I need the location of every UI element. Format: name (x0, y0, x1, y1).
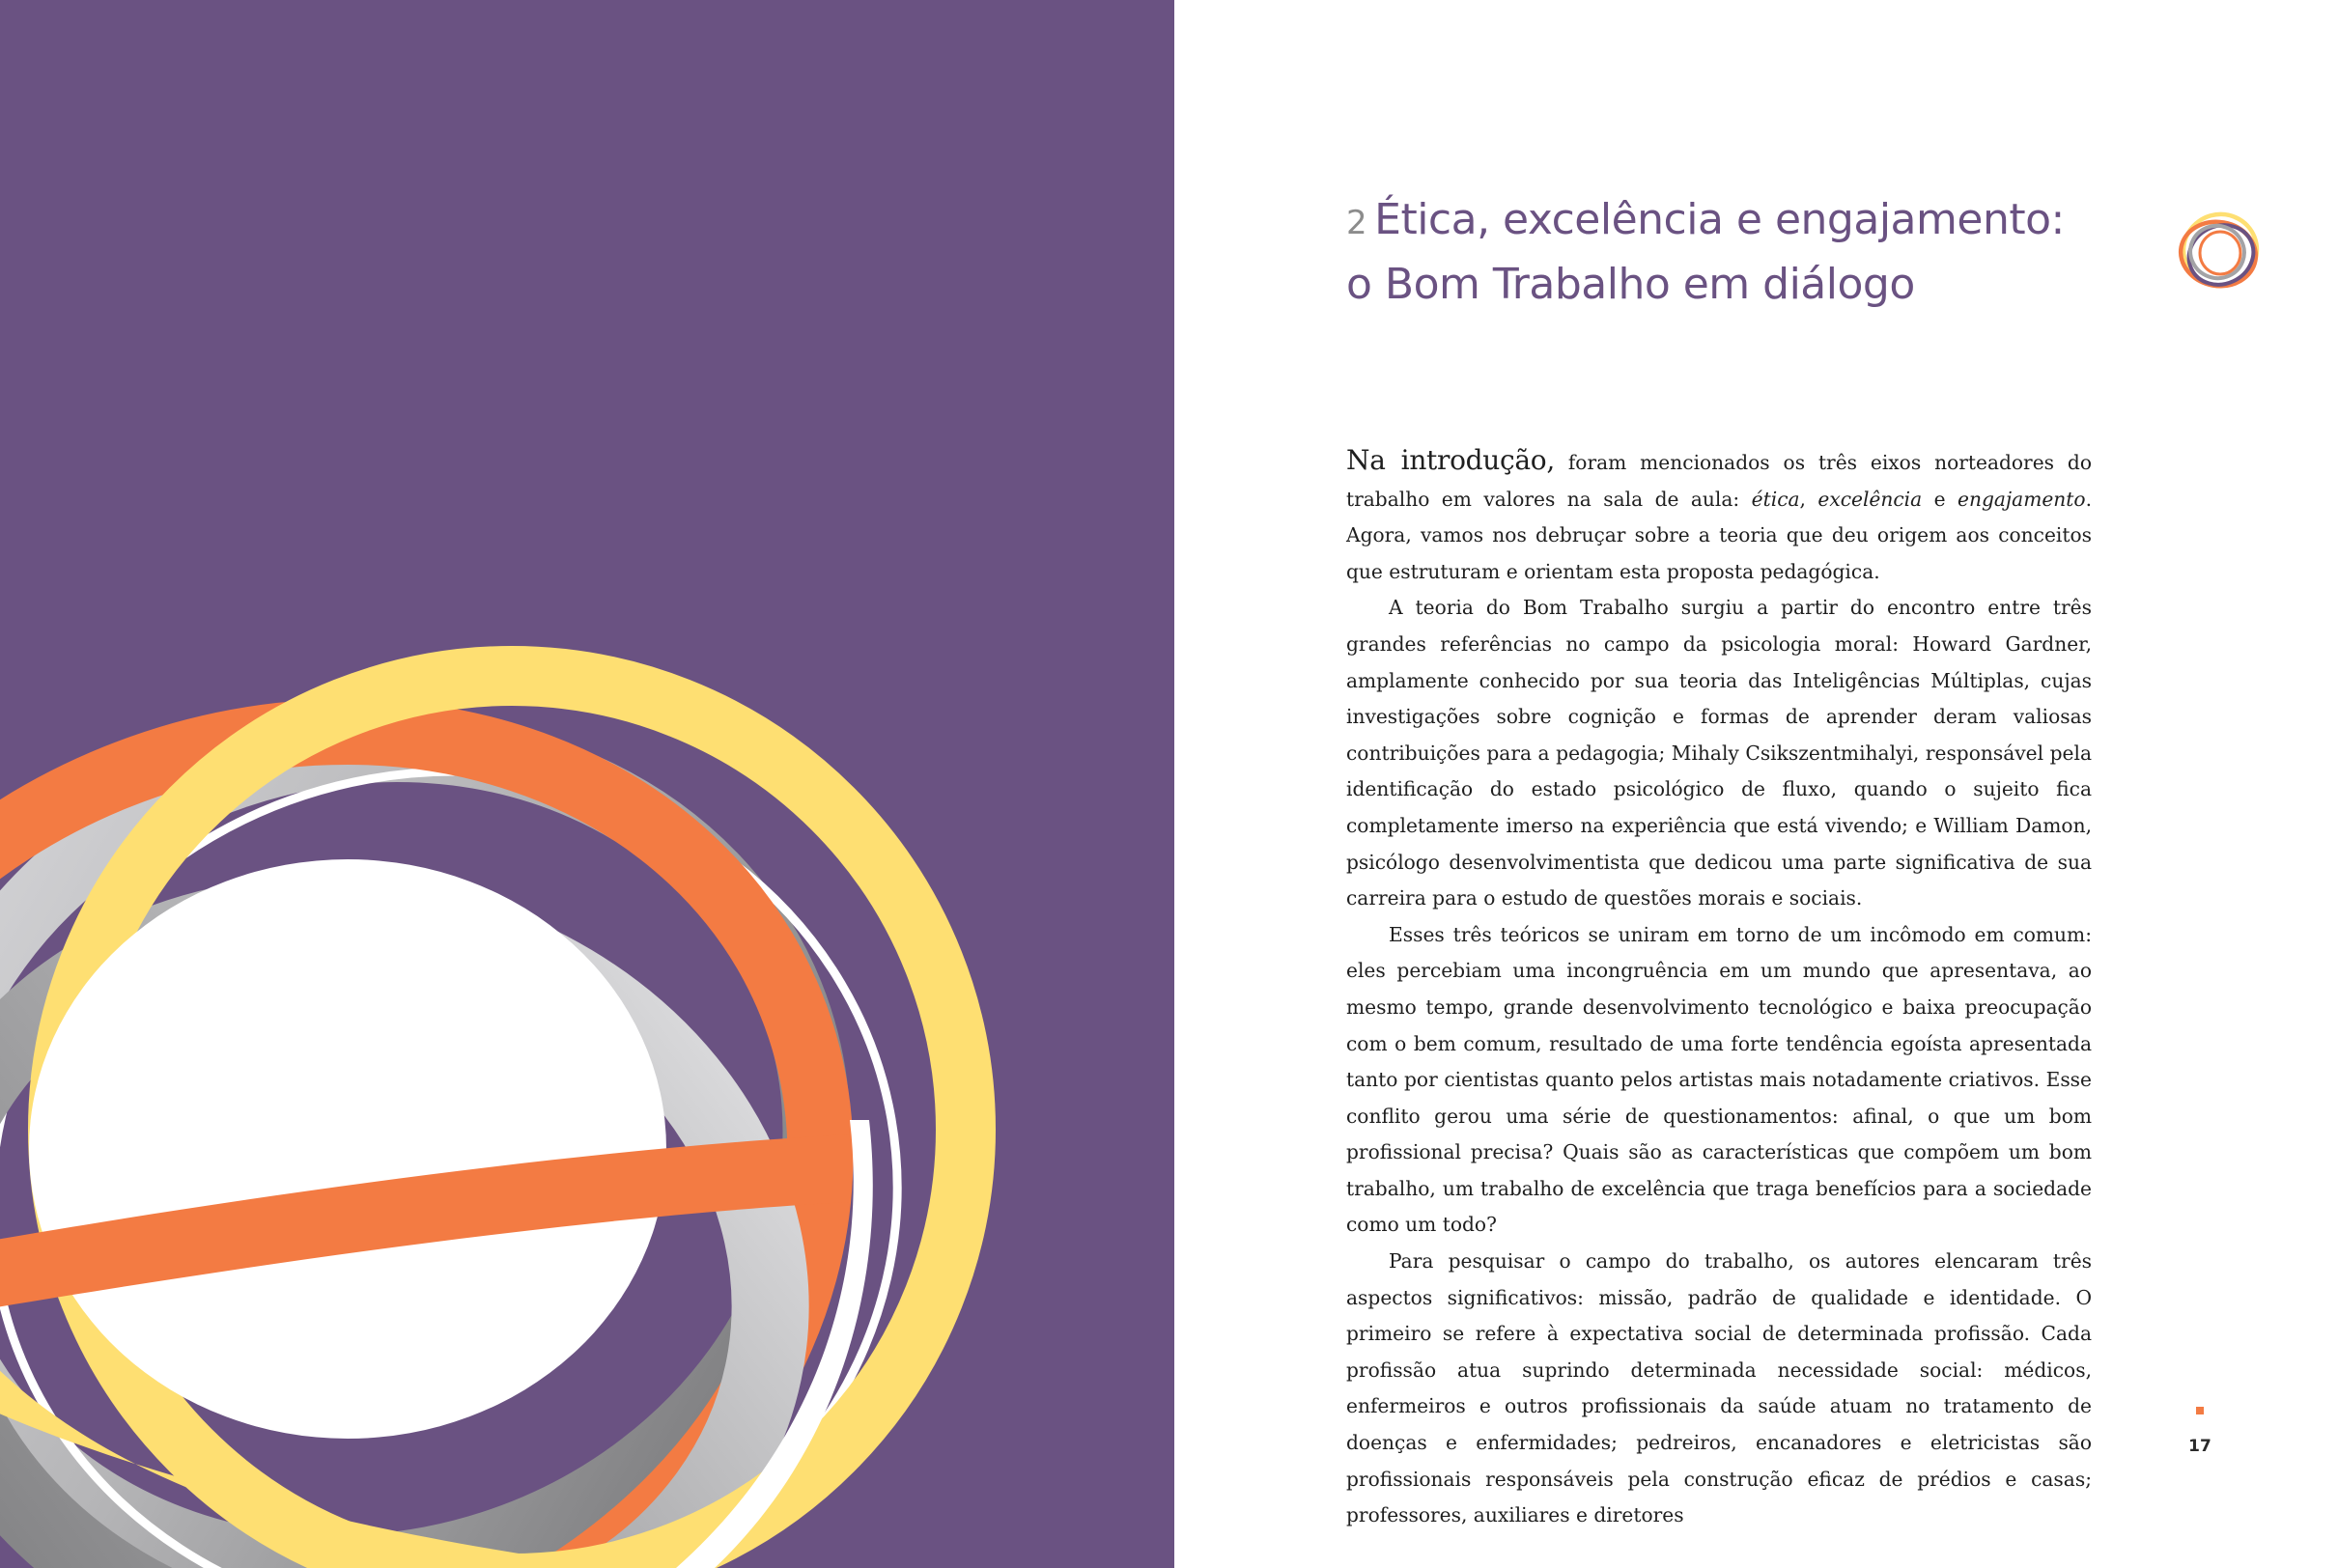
term-engajamento: engajamento (1958, 487, 2086, 511)
paragraph-1-text-a: foram mencionados os três eixos norteadores do trabalho em valores na sala de aula: (1346, 451, 2092, 511)
chapter-title-line-1 (1346, 189, 2080, 254)
right-page (1174, 0, 2338, 1568)
paragraph-1 (1346, 442, 2092, 590)
chapter-title-line-2: o Bom Trabalho em diálogo (1346, 260, 1915, 309)
orange-square-marker (2196, 1407, 2204, 1414)
term-excelencia: excelência (1817, 487, 1923, 511)
paragraph-2: A teoria do Bom Trabalho surgiu a partir do encontro entre três grandes referências no campo da psicologia moral: Howard Gardner, amplamente conhecido por sua teoria das Inteligências Múltiplas, cujas investigações sobre cognição e formas de aprender deram valiosas contribuições para a pedagogia; Mihaly Csikszentmihalyi, responsável pela identificação do estado psicológico de fluxo, quando o sujeito fica completamente imerso na experiência que está vivendo; e William Damon, psicólogo desenvolvimentista que dedicou uma parte significativa de sua carreira para o estudo de questões morais e sociais. (1346, 596, 2092, 910)
paragraph-1-text-b: . Agora, vamos nos debruçar sobre a teoria que deu origem aos conceitos que estruturam e orientam esta proposta pedagógica. (1346, 487, 2092, 583)
paragraph-3: Esses três teóricos se uniram em torno de um incômodo em comum: eles percebiam uma incongruência em um mundo que apresentava, ao mesmo tempo, grande desenvolvimento tecnológico e baixa preocupação com o bem comum, resultado de uma forte tendência egoísta apresentada tanto por cientistas quanto pelos artistas mais notadamente criativos. Esse conflito gerou uma série de questionamentos: afinal, o que um bom profissional precisa? Quais são as características que compõem um bom trabalho, um trabalho de excelência que traga benefícios para a sociedade como um todo? (1346, 922, 2092, 1237)
paragraph-1-sep-2: e (1922, 487, 1958, 511)
paragraph-4: Para pesquisar o campo do trabalho, os autores elencaram três aspectos significativos: missão, padrão de qualidade e identidade. O primeiro se refere à expectativa social de determinada profissão. Cada profissão atua suprindo determinada necessidade social: médicos, enfermeiros e outros profissionais da saúde atuam no tratamento de doenças e enfermidades; pedreiros, encanadores e eletricistas são profissionais responsáveis pela construção eficaz de prédios e casas; professores, auxiliares e diretores (1346, 1249, 2092, 1527)
lead-in: Na introdução, (1346, 444, 1555, 476)
body-text (1346, 442, 2092, 1534)
page-number: 17 (2188, 1437, 2211, 1456)
rings-logo-icon (2173, 207, 2266, 299)
paragraph-1-sep-1: , (1799, 487, 1818, 511)
chapter-number: 2 (1346, 204, 1367, 242)
chapter-title-text-1: Ética, excelência e engajamento: (1374, 195, 2065, 244)
term-etica: ética (1751, 487, 1800, 511)
white-center (29, 859, 666, 1439)
chapter-title (1346, 189, 2080, 315)
